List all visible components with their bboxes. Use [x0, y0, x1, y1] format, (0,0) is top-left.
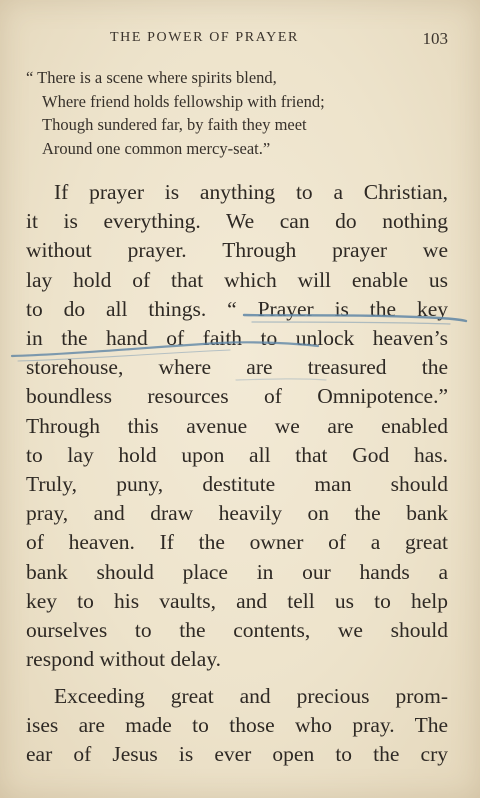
running-title: THE POWER OF PRAYER	[110, 30, 299, 45]
text-line: storehouse, where are treasured the	[26, 355, 448, 380]
text-line: Truly, puny, destitute man should	[26, 472, 448, 497]
poem-line: Around one common mercy-seat.”	[42, 138, 271, 158]
text-line: to lay hold upon all that God has.	[26, 442, 448, 467]
poem-line: Though sundered far, by faith they meet	[42, 115, 307, 134]
text-line: without prayer. Through prayer we	[26, 238, 448, 263]
paragraph-2	[26, 682, 448, 770]
text-line: in the hand of faith to unlock heaven’s	[26, 326, 448, 351]
text-line: Through this avenue we are enabled	[26, 413, 448, 438]
text-line: key to his vaults, and tell us to help	[26, 588, 448, 613]
poem-line: Where friend holds fellowship with friend;	[42, 91, 325, 111]
text-line: boundless resources of Omnipotence.”	[26, 384, 448, 409]
paragraph-1	[26, 178, 448, 674]
text-line: it is everything. We can do nothing	[26, 209, 448, 234]
page-number: 103	[422, 29, 448, 48]
poem-quote	[26, 66, 466, 160]
text-line: ourselves to the contents, we should	[26, 618, 448, 643]
text-line: of heaven. If the owner of a great	[26, 530, 448, 555]
text-line: bank should place in our hands a	[26, 559, 448, 584]
poem-line: “ There is a scene where spirits blend,	[26, 68, 277, 87]
text-line: lay hold of that which will enable us	[26, 267, 448, 292]
text-line: If prayer is anything to a Christian,	[54, 180, 448, 204]
text-line: pray, and draw heavily on the bank	[26, 501, 448, 526]
text-line: ises are made to those who pray. The	[26, 713, 448, 738]
text-line: ear of Jesus is ever open to the cry	[26, 742, 448, 767]
text-line: Exceeding great and precious prom-	[54, 684, 448, 708]
text-line: respond without delay.	[26, 647, 222, 672]
text-line: to do all things. “ Prayer is the key	[26, 296, 448, 321]
